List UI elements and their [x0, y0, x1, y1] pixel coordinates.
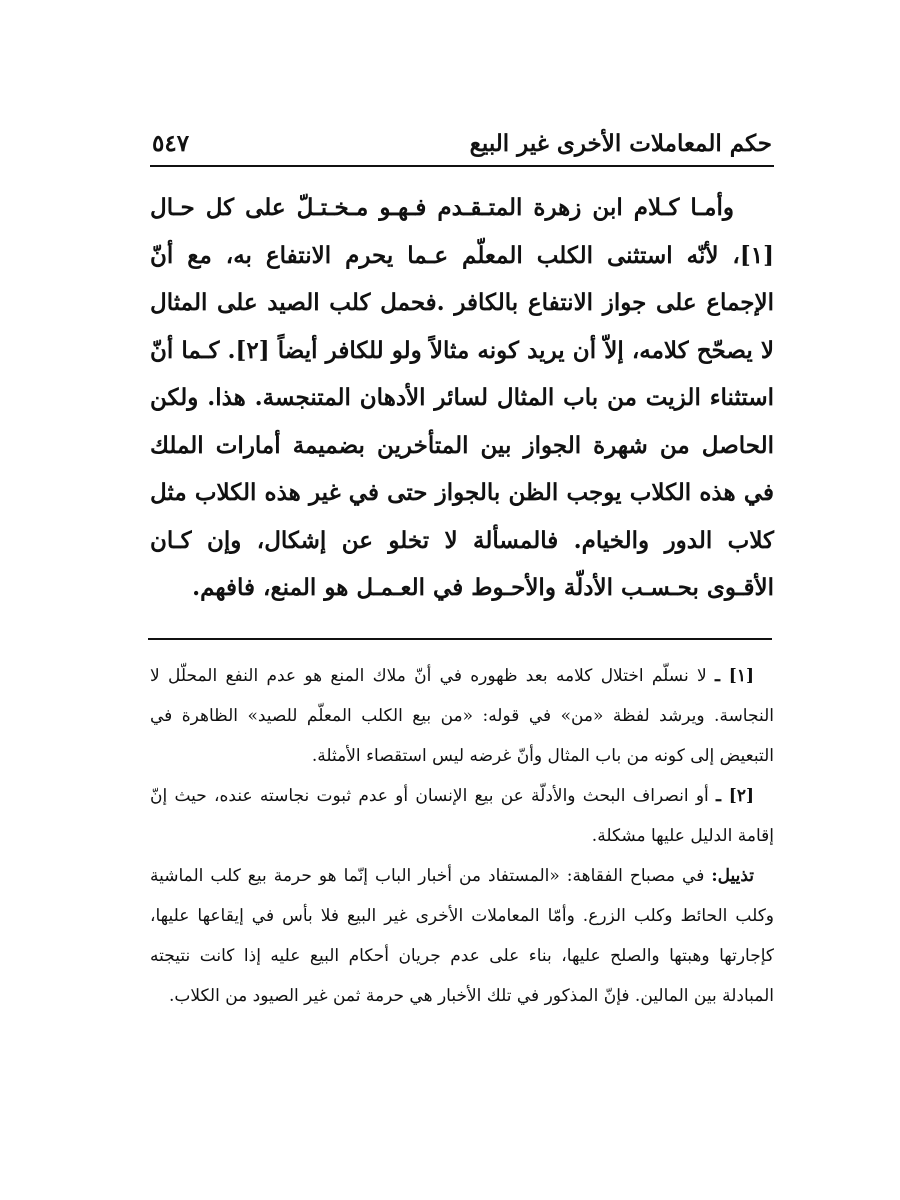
page-number: ٥٤٧: [152, 130, 190, 157]
running-title: حكم المعاملات الأخرى غير البيع: [469, 130, 772, 157]
body-paragraph: وأمـا كـلام ابن زهرة المتـقـدم فـهـو مـخـتـلّ على كل حـال [١]، لأنّه استثنى الكلب المعلّم عـما يحرم الانتفاع به، مع أنّ الإجماع على جواز الانتفاع بالكافر .فحمل كلب الصيد على المثال لا يصحّح كلامه، إلاّ أن يريد كونه مثالاً ولو للكافر أيضاً [٢]. كـما أنّ استثناء الزيت من باب المثال لسائر الأدهان المتنجسة. هذا. ولكن الحاصل من شهرة الجواز بين المتأخرين بضميمة أمارات الملك في هذه الكلاب يوجب الظن بالجواز حتى في غير هذه الكلاب مثل كلاب الدور والخيام. فالمسألة لا تخلو عن إشكال، وإن كـان الأقـوى بحـسـب الأدلّة والأحـوط في العـمـل هو المنع، فافهم.: [150, 194, 774, 601]
footnotes: [150, 656, 774, 1016]
footnote-2-marker: [٢] ـ: [716, 786, 754, 806]
footnote-2: [150, 776, 774, 856]
footnote-2-text: أو انصراف البحث والأدلّة عن بيع الإنسان أو عدم ثبوت نجاسته عنده، حيث إنّ إقامة الدليل عليها مشكلة.: [150, 786, 774, 846]
footnote-1: [150, 656, 774, 776]
footnote-separator: [148, 638, 772, 640]
main-text: [150, 184, 774, 612]
footnote-1-marker: [١] ـ: [714, 666, 755, 686]
page-header: [152, 124, 772, 168]
header-rule: [150, 165, 774, 167]
tadhyil-label: تذييل:: [711, 866, 754, 886]
tadhyil-note: [150, 856, 774, 1016]
footnote-1-text: لا نسلّم اختلال كلامه بعد ظهوره في أنّ ملاك المنع هو عدم النفع المحلّل لا النجاسة. ويرشد لفظة «من» في قوله: «من بيع الكلب المعلّم للصيد» الظاهرة في التبعيض إلى كونه من باب المثال وأنّ غرضه ليس استقصاء الأمثلة.: [150, 666, 774, 766]
tadhyil-text: في مصباح الفقاهة: «المستفاد من أخبار الباب إنّما هو حرمة بيع كلب الماشية وكلب الحائط وكلب الزرع. وأمّا المعاملات الأخرى غير البيع فلا بأس في إيقاعها عليها، كإجارتها وهبتها والصلح عليها، بناء على عدم جريان أحكام البيع عليه إذا كانت نتيجته المبادلة بين المالين. فإنّ المذكور في تلك الأخبار هي حرمة ثمن غير الصيود من الكلاب.: [150, 866, 774, 1006]
